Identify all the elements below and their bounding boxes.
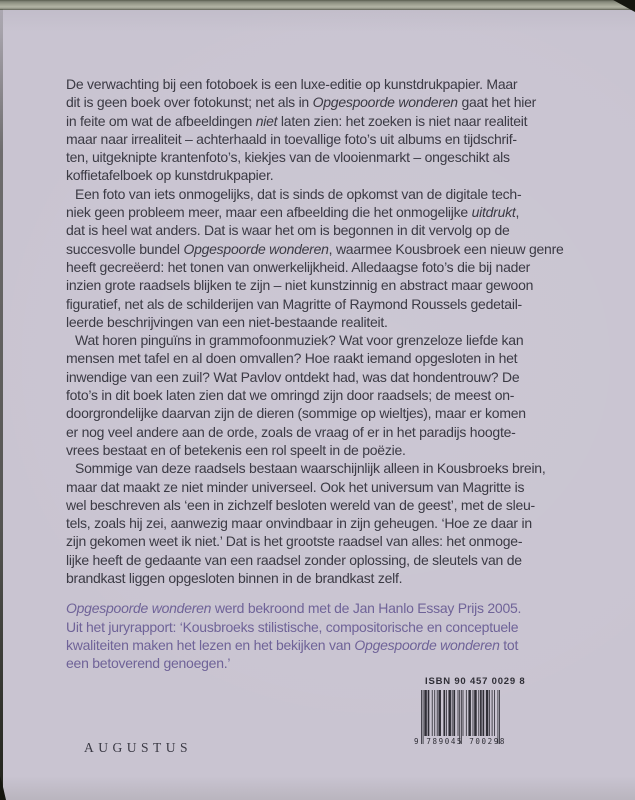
award-paragraph — [66, 599, 578, 672]
text-line: zijn gekomen weet ik niet.’ Dat is het grootste raadsel van alles: het onmoge- — [66, 533, 523, 550]
barcode-digit-group-right: 700298 — [469, 737, 506, 746]
text-line: vrees bestaat en of betekenis een rol speelt in de poëzie. — [66, 441, 406, 458]
text-line: foto’s in dit boek laten zien dat we omringd zijn door raadsels; de meest on- — [66, 387, 515, 404]
text-line: figuratief, net als de schilderijen van Magritte of Raymond Roussels gedetail- — [66, 295, 522, 312]
text-line: inwendige van een zuil? Wat Pavlov ontdekt had, was dat hondentrouw? De — [66, 368, 520, 385]
text-line: ten, uitgeknipte krantenfoto’s, kiekjes van de vlooienmarkt – ongeschikt als — [66, 149, 510, 166]
text-line: er nog veel andere aan de orde, zoals de vraag of er in het paradijs hoogte- — [66, 423, 516, 440]
barcode-bars — [421, 690, 500, 744]
text-line: wel beschreven als ‘een in zichzelf besloten wereld van de geest’, met de sleu- — [66, 496, 535, 513]
back-cover-blurb — [66, 75, 578, 673]
blurb-paragraph — [66, 75, 578, 185]
text-line: kwaliteiten maken het lezen en het bekijken van Opgespoorde wonderen tot — [66, 636, 519, 653]
isbn-label: ISBN 90 457 0029 8 — [425, 676, 526, 687]
text-line: Een foto van iets onmogelijks, dat is sinds de opkomst van de digitale tech- — [75, 185, 522, 202]
bottom-left-corner-shadow — [0, 776, 6, 800]
text-line: niek geen probleem meer, maar een afbeelding die het onmogelijke uitdrukt, — [66, 204, 520, 221]
publisher-logo: AUGUSTUS — [84, 740, 193, 755]
text-line: Opgespoorde wonderen werd bekroond met de Jan Hanlo Essay Prijs 2005. — [66, 600, 522, 617]
blurb-paragraph — [66, 459, 578, 587]
barcode-digits — [414, 737, 506, 746]
text-line: leerde beschrijvingen van een niet-bestaande realiteit. — [66, 313, 388, 330]
text-line: maar dat maakt ze niet minder universeel. Ook het universum van Magritte is — [66, 478, 525, 495]
text-line: tels, zoals hij zei, aanwezig maar onvindbaar in zijn geheugen. ‘Hoe ze daar in — [66, 515, 532, 532]
text-line: mensen met tafel en al doen omvallen? Hoe raakt iemand opgesloten in het — [66, 350, 518, 367]
text-line: Wat horen pinguïns in grammofoonmuziek? Wat voor grenzeloze liefde kan — [75, 332, 524, 349]
barcode-digit-lead: 9 — [414, 737, 421, 746]
text-line: brandkast liggen opgesloten binnen in de brandkast zelf. — [66, 570, 403, 587]
text-line: succesvolle bundel Opgespoorde wonderen, waarmee Kousbroek een nieuw genre — [66, 240, 564, 257]
text-line: koffietafelboek op kunstdrukpapier. — [66, 167, 274, 184]
text-line: Sommige van deze raadsels bestaan waarschijnlijk alleen in Kousbroeks brein, — [75, 460, 546, 477]
text-line: een betoverend genoegen.’ — [66, 655, 231, 672]
text-line: Uit het juryrapport: ‘Kousbroeks stilistische, compositorische en conceptuele — [66, 618, 519, 635]
book-left-edge — [0, 9, 3, 800]
ean-barcode — [414, 690, 506, 756]
text-line: in feite om wat de afbeeldingen niet laten zien: het zoeken is niet naar realiteit — [66, 112, 528, 129]
text-line: dit is geen boek over fotokunst; net als in Opgespoorde wonderen gaat het hier — [66, 94, 537, 111]
blurb-paragraph — [66, 331, 578, 459]
book-top-edge — [0, 0, 635, 10]
blurb-paragraph — [66, 185, 578, 331]
text-line: lijke heeft de gedaante van een raadsel zonder oplossing, de sleutels van de — [66, 551, 522, 568]
text-line: doorgrondelijke daarvan zijn de dieren (sommige op wieltjes), maar er komen — [66, 405, 526, 422]
text-line: heeft gecreëerd: het tonen van onwerkelijkheid. Alledaagse foto’s die bij nader — [66, 258, 531, 275]
text-line: De verwachting bij een fotoboek is een luxe-editie op kunstdrukpapier. Maar — [66, 76, 518, 92]
barcode-digit-group-left: 789045 — [426, 737, 464, 746]
text-line: dat is heel wat anders. Dat is waar het om is begonnen in dit vervolg op de — [66, 222, 510, 239]
text-line: maar naar irrealiteit – achterhaald in toevallige foto’s uit albums en tijdschrif- — [66, 130, 517, 147]
text-line: inzien grote raadsels blijken te zijn – niet kunstzinnig en abstract maar gewoon — [66, 277, 534, 294]
